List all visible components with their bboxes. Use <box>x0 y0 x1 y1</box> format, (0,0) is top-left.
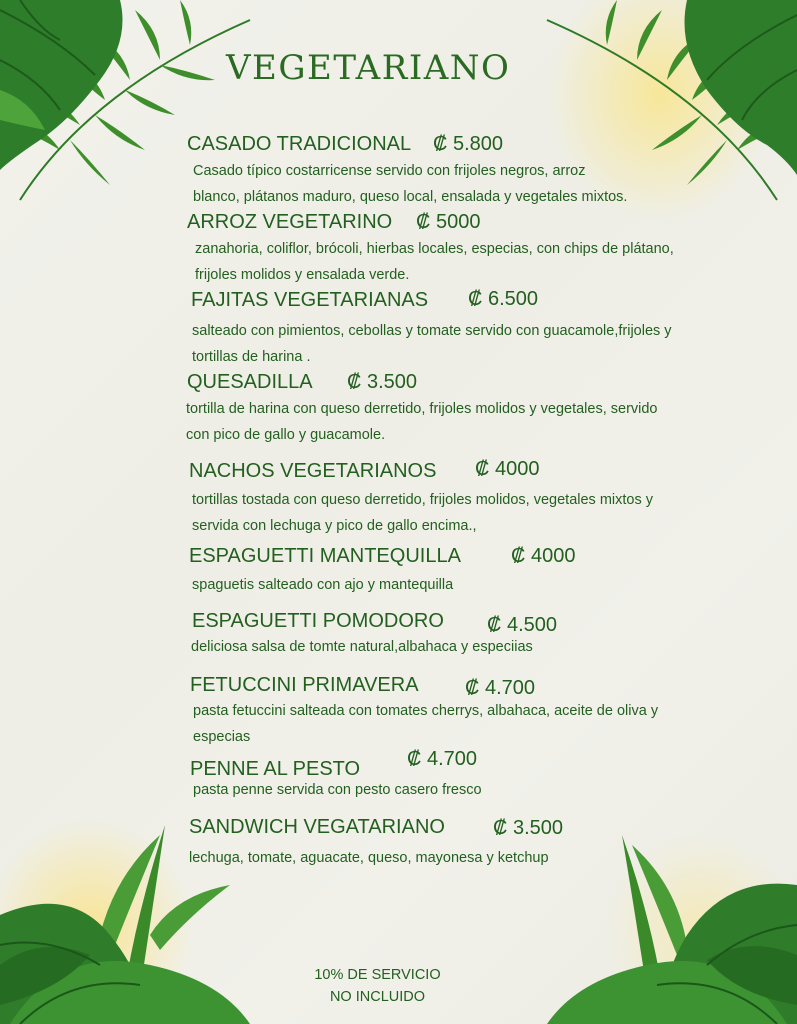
item-price: ₡ 4.700 <box>407 748 478 770</box>
item-price: ₡ 5.800 <box>433 133 504 155</box>
item-description: deliciosa salsa de tomte natural,albahaca y especiias <box>191 639 533 655</box>
item-price: ₡ 4000 <box>511 545 576 567</box>
item-price: ₡ 4.500 <box>487 614 558 636</box>
item-name: SANDWICH VEGATARIANO <box>189 816 445 838</box>
item-description: pasta penne servida con pesto casero fresco <box>193 782 482 798</box>
item-name: ESPAGUETTI MANTEQUILLA <box>189 545 461 567</box>
item-name: PENNE AL PESTO <box>190 758 361 780</box>
item-name: CASADO TRADICIONAL <box>187 133 412 155</box>
item-price: ₡ 6.500 <box>468 288 539 310</box>
service-note-line-2: NO INCLUIDO <box>329 989 426 1005</box>
item-price: ₡ 3.500 <box>347 371 418 393</box>
item-name: NACHOS VEGETARIANOS <box>189 460 437 482</box>
service-note-line-1: 10% DE SERVICIO <box>314 967 441 983</box>
item-name: FAJITAS VEGETARIANAS <box>191 289 429 311</box>
item-price: ₡ 5000 <box>416 211 481 233</box>
item-description: pasta fetuccini salteada con tomates cherrys, albahaca, aceite de oliva y especias <box>193 703 659 745</box>
item-name: FETUCCINI PRIMAVERA <box>190 674 419 696</box>
item-description: tortillas tostada con queso derretido, frijoles molidos, vegetales mixtos y servida con lechuga y pico de gallo encima., <box>192 492 653 534</box>
item-description: zanahoria, coliflor, brócoli, hierbas locales, especias, con chips de plátano, frijoles molidos y ensalada verde. <box>195 241 674 283</box>
item-description: tortilla de harina con queso derretido, frijoles molidos y vegetales, servido con pico de gallo y guacamole. <box>186 401 658 443</box>
item-price: ₡ 3.500 <box>493 817 564 839</box>
item-description: spaguetis salteado con ajo y mantequilla <box>192 577 454 593</box>
item-description: salteado con pimientos, cebollas y tomate servido con guacamole,frijoles y tortillas de harina . <box>192 323 672 365</box>
service-note <box>290 964 465 1008</box>
item-price: ₡ 4.700 <box>465 677 536 699</box>
item-name: ARROZ VEGETARINO <box>187 211 393 233</box>
item-description: lechuga, tomate, aguacate, queso, mayonesa y ketchup <box>189 850 549 866</box>
item-name: ESPAGUETTI POMODORO <box>192 610 444 632</box>
page-title: VEGETARIANO <box>226 48 511 88</box>
item-description: Casado típico costarricense servido con frijoles negros, arroz blanco, plátanos maduro, queso local, ensalada y vegetales mixtos. <box>193 163 628 205</box>
item-price: ₡ 4000 <box>475 458 540 480</box>
item-name: QUESADILLA <box>187 371 313 393</box>
